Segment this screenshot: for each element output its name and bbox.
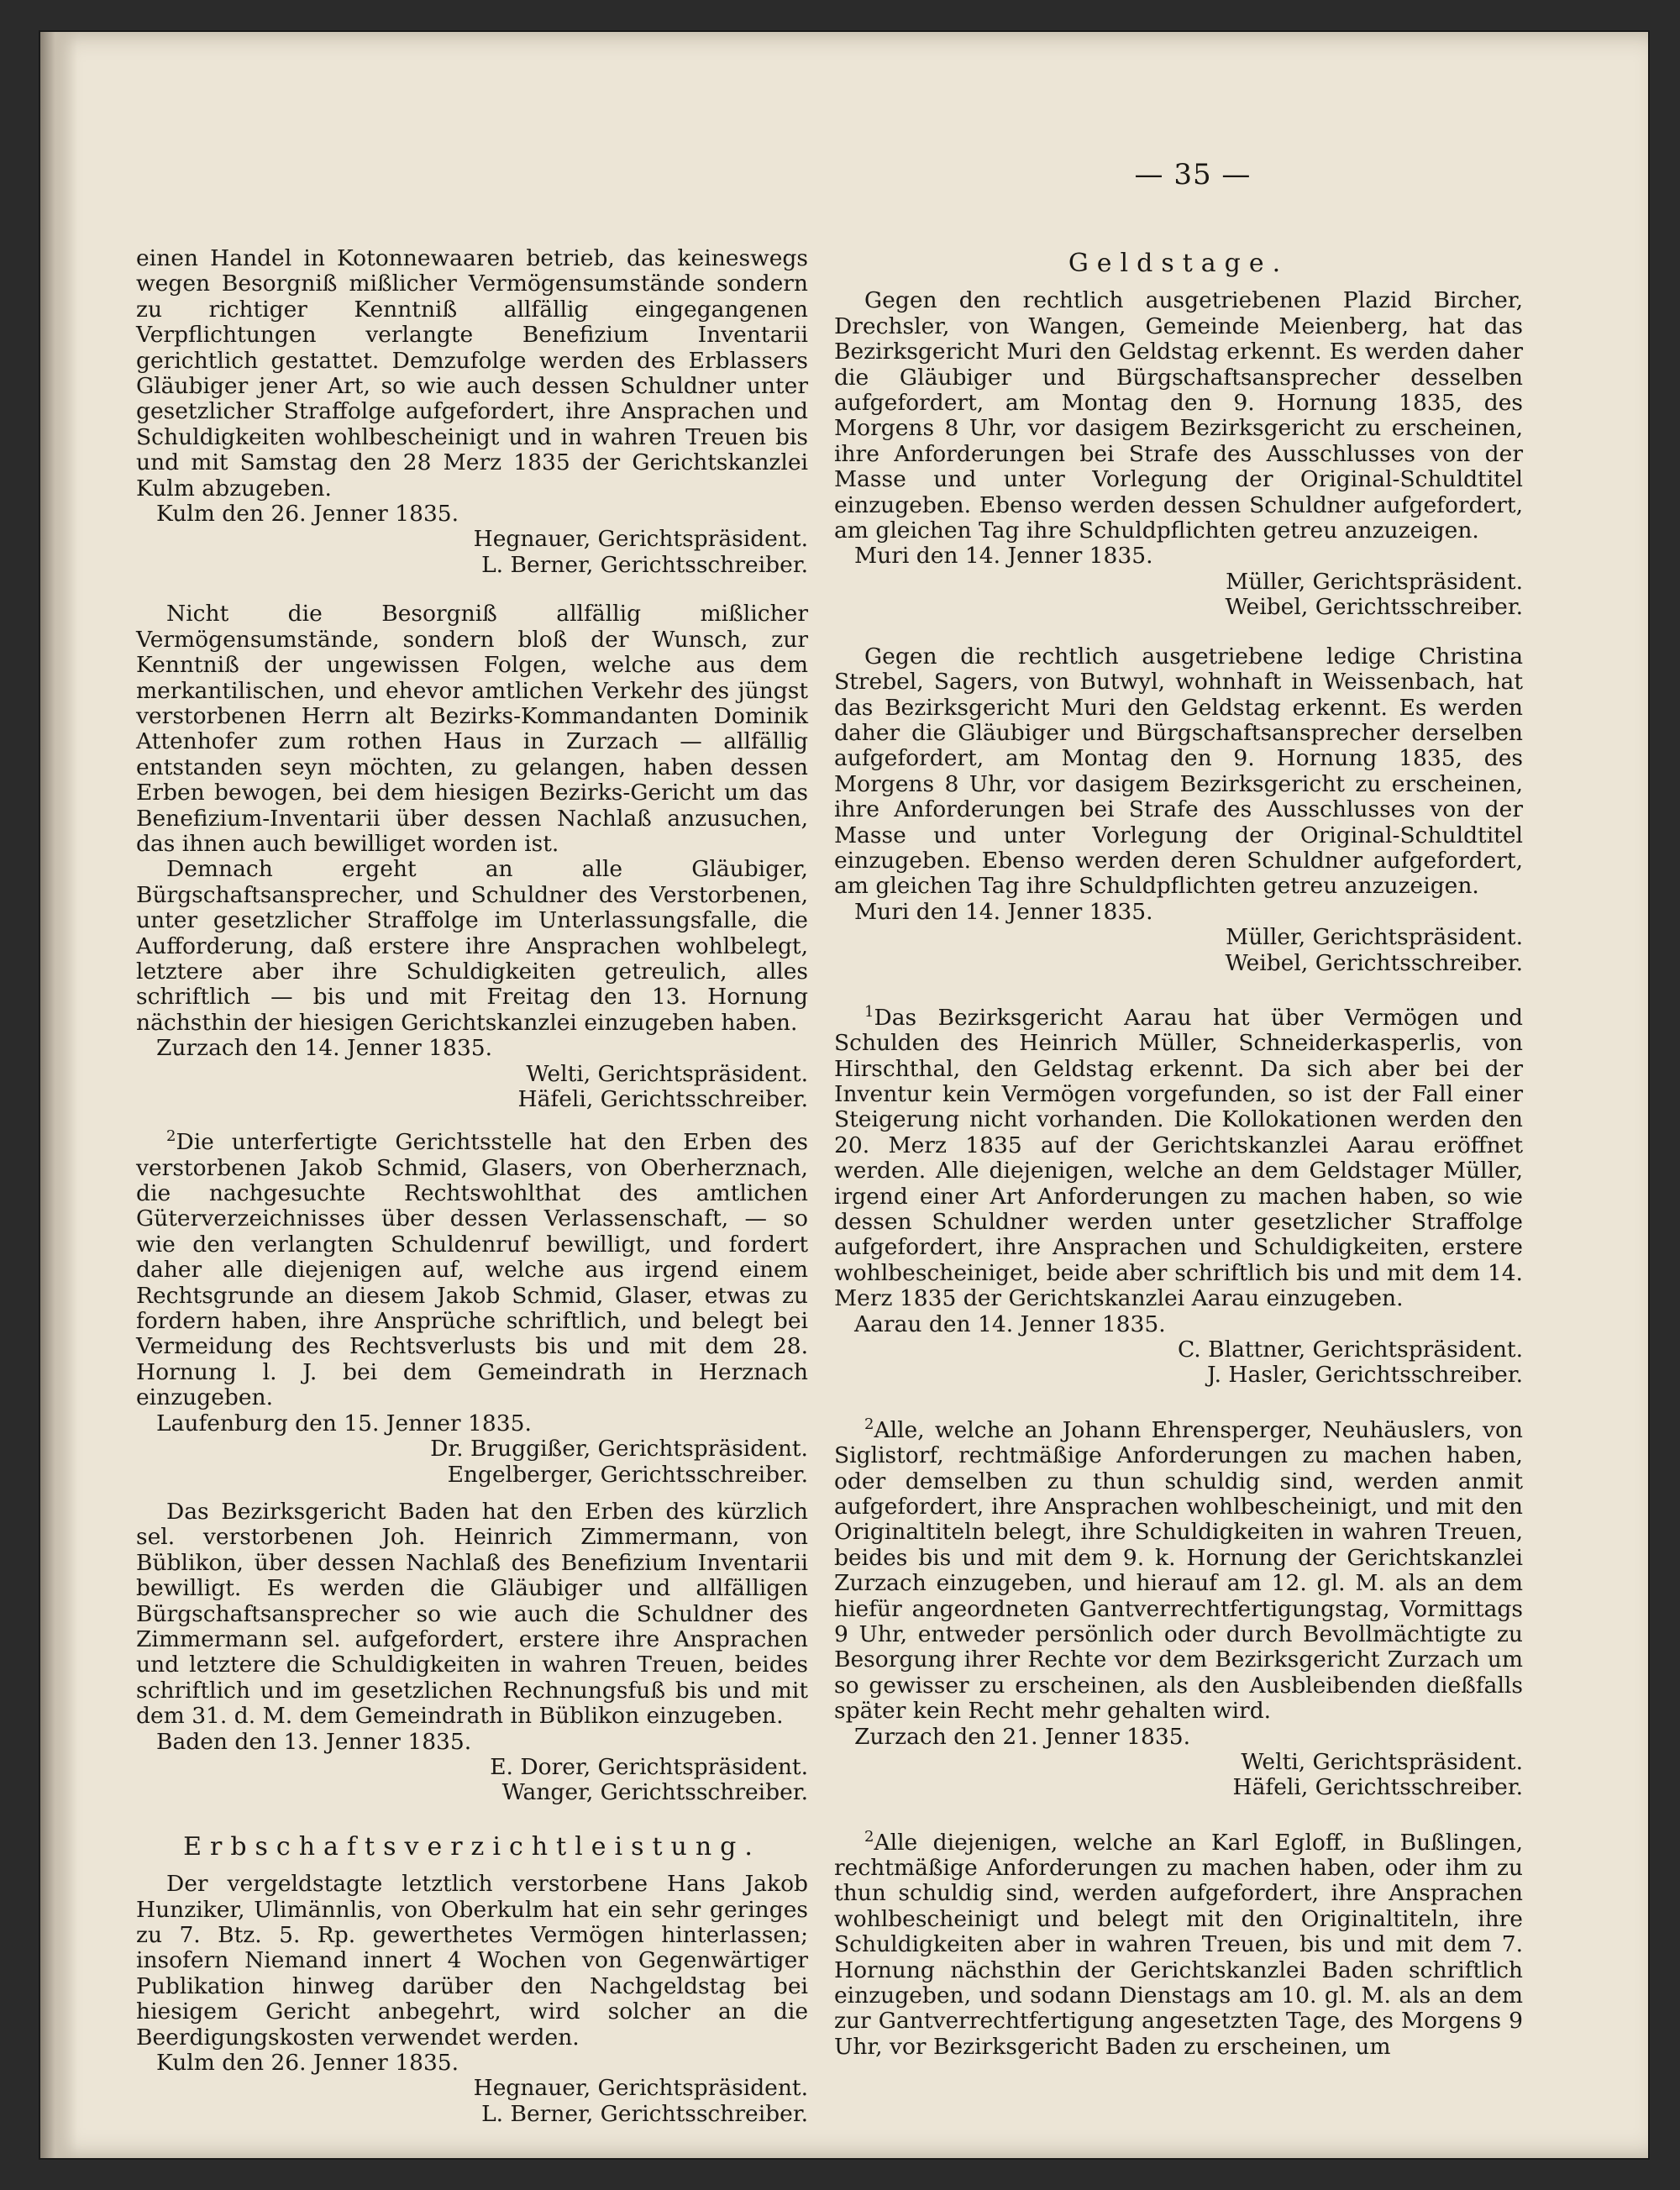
signature-president: Welti, Gerichtspräsident. xyxy=(526,1060,808,1087)
notice-paragraph xyxy=(834,1825,1523,2060)
right-column xyxy=(834,246,1523,2060)
signature-president: Müller, Gerichtspräsident. xyxy=(1226,924,1523,951)
signature-clerk: Weibel, Gerichtsschreiber. xyxy=(1225,949,1523,976)
notice-text: Alle diejenigen, welche an Karl Egloff, in Bußlingen, rechtmäßige Anforderungen zu machen haben, oder ihm zu thun schuldig sind, werden aufgefordert, ihre Ansprachen wohlbescheinigt und belegt mit den Originaltiteln, ihre Schuldigkeiten aber in wahren Treuen, bis und mit dem 7. Hornung nächsthin der Gerichtskanzlei Baden schriftlich einzugeben, und sodann Dienstags am 10. gl. M. als an dem zur Gantverrechtfertigung angesetzten Tage, des Morgens 9 Uhr, vor Bezirksgericht Baden zu erscheinen, um xyxy=(834,1829,1523,2060)
notice-place-date: Kulm den 26. Jenner 1835. xyxy=(156,2050,459,2077)
notice-paragraph xyxy=(834,1412,1523,1725)
notice-paragraph: Gegen die rechtlich ausgetriebene ledige Christina Strebel, Sagers, von Butwyl, wohnhaft in Weissenbach, hat das Bezirksgericht Muri den Geldstag erkennt. Es werden daher die Gläubiger und Bürgschaftsansprecher derselben aufgefordert, am Montag den 9. Hornung 1835, des Morgens 8 Uhr, vor dasigem Bezirksgericht zu erscheinen, ihre Anforderungen bei Strafe des Ausschlusses von der Masse und unter Vorlegung der Original-Schuldtitel einzugeben. Ebenso werden deren Schuldner aufgefordert, am gleichen Tag ihre Schuldpflichten getreu anzuzeigen. xyxy=(834,643,1523,900)
signature-clerk: Engelberger, Gerichtsschreiber. xyxy=(447,1461,808,1488)
notice-text: Die unterfertigte Gerichtsstelle hat den Erben des verstorbenen Jakob Schmid, Glasers, von Oberherznach, die nachgesuchte Rechtswohlthat des amtlichen Güterverzeichnisses über dessen Verlassenschaft, — so wie den verlangten Schuldenruf bewilligt, und fordert daher alle diejenigen auf, welche aus irgend einem Rechtsgrunde an diesem Jakob Schmid, Glaser, etwas zu fordern haben, ihre Ansprüche schriftlich, und belegt bei Vermeidung des Rechtsverlusts bis und mit dem 28. Hornung l. J. bei dem Gemeindrath in Herznach einzugeben. xyxy=(136,1129,808,1411)
notice-paragraph: Nicht die Besorgniß allfällig mißlicher Vermögensumstände, sondern bloß der Wunsch, zur Kenntniß der ungewissen Folgen, welche aus dem merkantilischen, und ehevor amtlichen Verkehr des jüngst verstorbenen Herrn alt Bezirks-Kommandanten Dominik Attenhofer zum rothen Haus in Zurzach — allfällig entstanden seyn möchten, zu gelangen, haben dessen Erben bewogen, bei dem hiesigen Bezirks-Gericht um das Benefizium-Inventarii über dessen Nachlaß anzusuchen, das ihnen auch bewilliget worden ist. xyxy=(136,601,808,857)
notice-paragraph: Das Bezirksgericht Baden hat den Erben des kürzlich sel. verstorbenen Joh. Heinrich Zimmermann, von Büblikon, über dessen Nachlaß des Benefizium Inventarii bewilligt. Es werden die Gläubiger und allfälligen Bürgschaftsansprecher so wie auch die Schuldner des Zimmermann sel. aufgefordert, erstere ihre Ansprachen und letztere die Schuldigkeiten in wahren Treuen, beides schriftlich und im gesetzlichen Rechnungsfuß bis und mit dem 31. d. M. dem Gemeindrath in Büblikon einzugeben. xyxy=(136,1498,808,1730)
signature-clerk: J. Hasler, Gerichtsschreiber. xyxy=(1207,1362,1523,1389)
notice-paragraph xyxy=(136,1124,808,1410)
notice-text: Das Bezirksgericht Aarau hat über Vermögen und Schulden des Heinrich Müller, Schneiderkasperlis, von Hirschthal, den Geldstag erkennt. Da sich aber bei der Inventur kein Vermögen vorgefunden, so ist der Fall einer Steigerung nicht vorhanden. Die Kollokationen werden den 20. Merz 1835 auf der Gerichtskanzlei Aarau eröffnet werden. Alle diejenigen, welche an dem Geldstager Müller, irgend einer Art Anforderungen zu machen haben, so wie dessen Schuldner werden unter gesetzlicher Straffolge aufgefordert, ihre Ansprachen und Schuldigkeiten, erstere wohlbescheiniget, beide aber schriftlich bis und mit dem 14. Merz 1835 der Gerichtskanzlei Aarau einzugeben. xyxy=(834,1004,1523,1312)
signature-president: Müller, Gerichtspräsident. xyxy=(1226,568,1523,595)
signature-president: Welti, Gerichtspräsident. xyxy=(1241,1749,1523,1775)
signature-president: Dr. Bruggißer, Gerichtspräsident. xyxy=(430,1436,808,1463)
footnote-marker: 2 xyxy=(166,1127,176,1146)
notice-paragraph: Gegen den rechtlich ausgetriebenen Plazid Bircher, Drechsler, von Wangen, Gemeinde Meienberg, hat das Bezirksgericht Muri den Geldstag erkennt. Es werden daher die Gläubiger und Bürgschaftsansprecher desselben aufgefordert, am Montag den 9. Hornung 1835, des Morgens 8 Uhr, vor dasigem Bezirksgericht zu erscheinen, ihre Anforderungen bei Strafe des Ausschlusses von der Masse und unter Vorlegung der Original-Schuldtitel einzugeben. Ebenso werden dessen Schuldner aufgefordert, am gleichen Tag ihre Schuldpflichten getreu anzuzeigen. xyxy=(834,287,1523,544)
notice-text: Alle, welche an Johann Ehrensperger, Neuhäuslers, von Siglistorf, rechtmäßige Anforderungen zu machen haben, oder demselben zu thun schuldig sind, werden anmit aufgefordert, ihre Ansprachen wohlbescheinigt, und mit den Originaltiteln belegt, ihre Schuldigkeiten in wahren Treuen, beides bis und mit dem 9. k. Hornung der Gerichtskanzlei Zurzach einzugeben, und hierauf am 12. gl. M. als an dem hiefür angeordneten Gantverrechtfertigungstag, Vormittags 9 Uhr, entweder persönlich oder durch Bevollmächtigte zu Besorgung ihrer Rechte vor dem Bezirksgericht Zurzach um so gewisser zu erscheinen, als den Ausbleibenden dießfalls später kein Recht mehr gehalten wird. xyxy=(834,1416,1523,1725)
signature-clerk: L. Berner, Gerichtsschreiber. xyxy=(481,2100,808,2127)
notice-paragraph: Demnach ergeht an alle Gläubiger, Bürgschaftsansprecher, und Schuldner des Verstorbenen, unter gesetzlicher Straffolge im Unterlassungsfalle, die Aufforderung, daß erstere ihre Ansprachen wohlbelegt, letztere aber ihre Schuldigkeiten getreulich, alles schriftlich — bis und mit Freitag den 13. Hornung nächsthin der hiesigen Gerichtskanzlei einzugeben haben. xyxy=(136,856,808,1036)
newspaper-page xyxy=(40,32,1648,2158)
page-number: — 35 — xyxy=(1134,158,1252,192)
footnote-marker: 1 xyxy=(864,1002,874,1021)
notice-place-date: Zurzach den 21. Jenner 1835. xyxy=(854,1723,1191,1750)
notice-paragraph: Der vergeldstagte letztlich verstorbene Hans Jakob Hunziker, Ulimännlis, von Oberkulm hat ein sehr geringes zu 7. Btz. 5. Rp. gewerthetes Vermögen hinterlassen; insofern Niemand innert 4 Wochen von Gegenwärtiger Publikation hinweg darüber den Nachgeldstag bei hiesigem Gericht anbegehrt, wird solcher an die Beerdigungskosten verwendet werden. xyxy=(136,1871,808,2051)
left-column xyxy=(136,246,808,2127)
signature-clerk: Häfeli, Gerichtsschreiber. xyxy=(1232,1774,1523,1801)
signature-president: C. Blattner, Gerichtspräsident. xyxy=(1177,1337,1523,1363)
notice-place-date: Kulm den 26. Jenner 1835. xyxy=(156,501,459,528)
footnote-marker: 2 xyxy=(864,1415,874,1433)
footnote-marker: 2 xyxy=(864,1827,874,1846)
notice-place-date: Muri den 14. Jenner 1835. xyxy=(854,898,1153,925)
signature-clerk: Häfeli, Gerichtsschreiber. xyxy=(517,1086,808,1112)
signature-president: E. Dorer, Gerichtspräsident. xyxy=(490,1753,808,1780)
section-title: Geldstage. xyxy=(1068,249,1289,278)
signature-president: Hegnauer, Gerichtspräsident. xyxy=(473,526,808,553)
notice-place-date: Laufenburg den 15. Jenner 1835. xyxy=(156,1410,532,1436)
binding-gutter xyxy=(40,32,77,2158)
signature-president: Hegnauer, Gerichtspräsident. xyxy=(473,2075,808,2102)
signature-clerk: L. Berner, Gerichtsschreiber. xyxy=(481,551,808,578)
page-header xyxy=(40,158,1648,192)
notice-place-date: Muri den 14. Jenner 1835. xyxy=(854,543,1153,570)
notice-place-date: Zurzach den 14. Jenner 1835. xyxy=(156,1035,493,1062)
section-title: Erbschaftsverzichtleistung. xyxy=(183,1831,761,1862)
notice-paragraph xyxy=(834,1000,1523,1312)
notice-place-date: Baden den 13. Jenner 1835. xyxy=(156,1728,472,1755)
signature-clerk: Weibel, Gerichtsschreiber. xyxy=(1225,594,1523,621)
notice-place-date: Aarau den 14. Jenner 1835. xyxy=(854,1310,1166,1337)
notice-paragraph: einen Handel in Kotonnewaaren betrieb, das keineswegs wegen Besorgniß mißlicher Vermögensumstände sondern zu richtiger Kenntniß allfällig eingegangenen Verpflichtungen verlangte Benefizium Inventarii gerichtlich gestattet. Demzufolge werden des Erblassers Gläubiger jener Art, so wie auch dessen Schuldner unter gesetzlicher Straffolge aufgefordert, ihre Ansprachen und Schuldigkeiten wohlbescheinigt und in wahren Treuen bis und mit Samstag den 28 Merz 1835 der Gerichtskanzlei Kulm abzugeben. xyxy=(136,245,808,502)
signature-clerk: Wanger, Gerichtsschreiber. xyxy=(501,1779,808,1806)
